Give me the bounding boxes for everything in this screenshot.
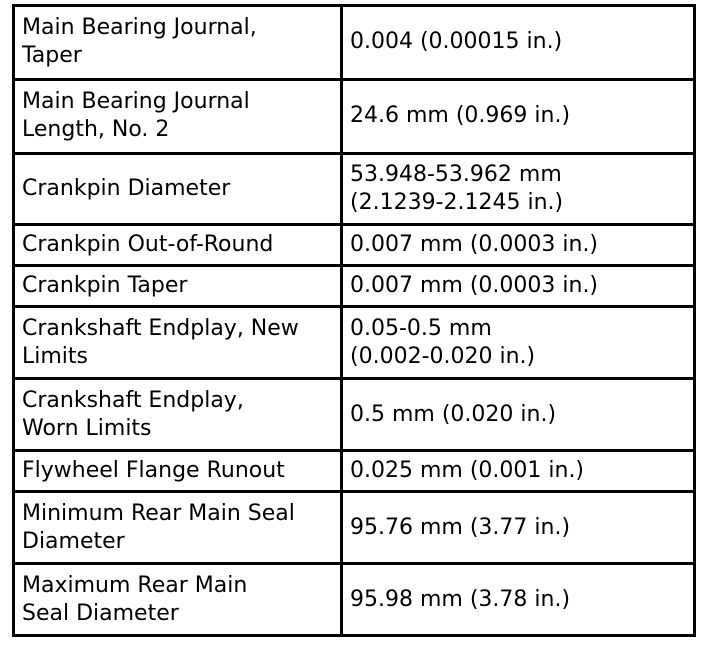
spec-value-line: 0.004 (0.00015 in.) <box>350 29 563 55</box>
spec-value-line: 24.6 mm (0.969 in.) <box>350 103 571 129</box>
spec-value-cell <box>342 6 695 80</box>
spec-name-cell <box>14 379 342 451</box>
spec-value-line: (2.1239-2.1245 in.) <box>350 189 564 215</box>
spec-name-cell <box>14 79 342 153</box>
spec-value-cell <box>342 224 695 265</box>
spec-name-line: Seal Diameter <box>22 600 179 626</box>
spec-name-line: Crankshaft Endplay, New <box>22 315 299 341</box>
spec-name-cell <box>14 306 342 379</box>
spec-name-cell <box>14 492 342 564</box>
spec-value-cell <box>342 153 695 224</box>
spec-name-line: Crankpin Out-of-Round <box>22 231 274 257</box>
spec-value-line: 0.007 mm (0.0003 in.) <box>350 272 599 298</box>
spec-name-line: Main Bearing Journal <box>22 89 250 115</box>
table-row <box>14 306 695 379</box>
spec-name-line: Crankpin Taper <box>22 272 188 298</box>
table-row <box>14 6 695 80</box>
table-row <box>14 379 695 451</box>
spec-value-cell <box>342 451 695 492</box>
spec-value-line: 0.5 mm (0.020 in.) <box>350 401 557 427</box>
spec-name-cell <box>14 265 342 306</box>
spec-value-line: 0.05-0.5 mm <box>350 315 492 341</box>
table-row <box>14 79 695 153</box>
table-row <box>14 564 695 636</box>
table-row <box>14 492 695 564</box>
spec-value-cell <box>342 306 695 379</box>
spec-name-line: Main Bearing Journal, <box>22 15 257 41</box>
spec-value-line: 95.76 mm (3.77 in.) <box>350 514 571 540</box>
spec-name-line: Taper <box>22 43 82 69</box>
crankshaft-spec-table <box>12 4 696 637</box>
spec-name-line: Limits <box>22 343 88 369</box>
spec-name-line: Crankpin Diameter <box>22 175 231 201</box>
table-row <box>14 153 695 224</box>
spec-value-cell <box>342 265 695 306</box>
spec-name-cell <box>14 6 342 80</box>
spec-value-cell <box>342 492 695 564</box>
table-row <box>14 451 695 492</box>
spec-name-line: Flywheel Flange Runout <box>22 458 285 484</box>
spec-name-line: Maximum Rear Main <box>22 572 248 598</box>
table-row <box>14 265 695 306</box>
spec-name-line: Minimum Rear Main Seal <box>22 500 295 526</box>
spec-value-line: (0.002-0.020 in.) <box>350 343 536 369</box>
spec-name-line: Crankshaft Endplay, <box>22 387 244 413</box>
spec-value-line: 95.98 mm (3.78 in.) <box>350 586 571 612</box>
spec-value-cell <box>342 79 695 153</box>
spec-value-cell <box>342 379 695 451</box>
spec-name-cell <box>14 451 342 492</box>
spec-name-cell <box>14 224 342 265</box>
spec-name-line: Length, No. 2 <box>22 117 170 143</box>
spec-name-line: Diameter <box>22 528 125 554</box>
spec-value-line: 0.025 mm (0.001 in.) <box>350 458 585 484</box>
spec-name-cell <box>14 153 342 224</box>
spec-value-line: 0.007 mm (0.0003 in.) <box>350 231 599 257</box>
spec-name-line: Worn Limits <box>22 415 152 441</box>
spec-value-cell <box>342 564 695 636</box>
table-row <box>14 224 695 265</box>
spec-name-cell <box>14 564 342 636</box>
spec-value-line: 53.948-53.962 mm <box>350 161 562 187</box>
